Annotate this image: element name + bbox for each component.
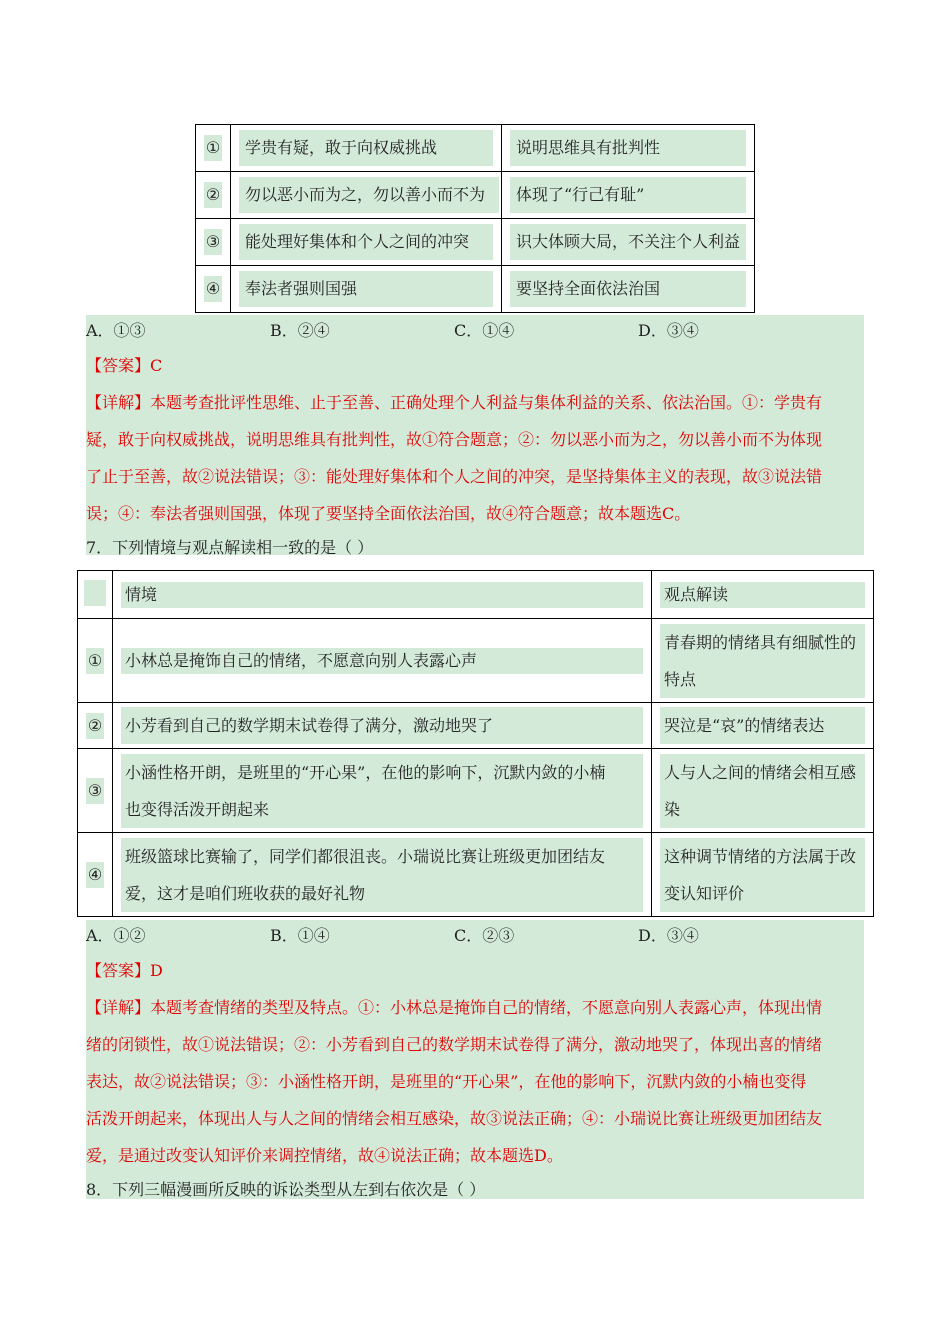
q7-detail-line: 【详解】本题考查情绪的类型及特点。①：小林总是掩饰自己的情绪，不愿意向别人表露心声，体现出情	[86, 998, 823, 1017]
row-situation: 小芳看到自己的数学期末试卷得了满分，激动地哭了	[121, 707, 643, 744]
q7-detail-line: 活泼开朗起来，体现出人与人之间的情绪会相互感染，故③说法正确；④：小瑞说比赛让班级更加团结友	[86, 1109, 823, 1128]
q6-table	[195, 124, 755, 313]
q7-detail-line: 表达，故②说法错误；③：小涵性格开朗，是班里的“开心果”，在他的影响下，沉默内敛的小楠也变得	[86, 1072, 807, 1091]
row-content: 勿以恶小而为之，勿以善小而不为	[239, 177, 499, 213]
option-b: B．②④	[270, 321, 330, 340]
q6-detail-line: 了止于至善，故②说法错误；③：能处理好集体和个人之间的冲突，是坚持集体主义的表现，故③说法错	[86, 467, 823, 486]
table-row	[196, 172, 755, 219]
table-row	[196, 219, 755, 266]
q7-stem: 7．下列情境与观点解读相一致的是（ ）	[86, 538, 374, 557]
q6-detail-line: 【详解】本题考查批评性思维、止于至善、正确处理个人利益与集体利益的关系、依法治国。①：学贵有	[86, 393, 823, 412]
option-a: A．①③	[86, 321, 146, 340]
q7-detail-line: 绪的闭锁性，故①说法错误；②：小芳看到自己的数学期末试卷得了满分，激动地哭了，体现出喜的情绪	[86, 1035, 823, 1054]
row-situation: 小涵性格开朗，是班里的“开心果”，在他的影响下，沉默内敛的小楠 也变得活泼开朗起来	[121, 754, 643, 828]
row-number: ②	[204, 182, 222, 208]
option-a: A．①②	[86, 926, 146, 945]
table-row	[196, 266, 755, 313]
option-b: B．①④	[270, 926, 330, 945]
row-number: ②	[86, 713, 104, 739]
q7-options	[86, 920, 864, 952]
row-content: 学贵有疑，敢于向权威挑战	[239, 130, 493, 166]
q6-answer-block	[86, 315, 864, 555]
q7-answer-block	[86, 920, 864, 1199]
q7-table	[77, 570, 874, 917]
option-c: C．①④	[454, 321, 515, 340]
option-c: C．②③	[454, 926, 515, 945]
option-d: D．③④	[638, 926, 699, 945]
table-row	[78, 619, 874, 703]
table-row	[78, 749, 874, 833]
table-row	[196, 125, 755, 172]
row-judgement: 说明思维具有批判性	[510, 130, 746, 166]
row-situation: 小林总是掩饰自己的情绪，不愿意向别人表露心声	[121, 648, 643, 674]
header-situation: 情境	[121, 582, 643, 608]
q6-detail-line: 误；④：奉法者强则国强，体现了要坚持全面依法治国，故④符合题意；故本题选C。	[86, 504, 691, 523]
row-judgement: 体现了“行己有耻”	[510, 177, 746, 213]
header-view: 观点解读	[660, 582, 865, 608]
table-row	[78, 833, 874, 917]
header-number	[84, 580, 106, 606]
row-view: 哭泣是“哀”的情绪表达	[660, 707, 865, 744]
row-content: 能处理好集体和个人之间的冲突	[239, 224, 493, 260]
q6-answer: 【答案】C	[86, 356, 163, 375]
row-number: ④	[86, 862, 104, 888]
row-number: ①	[204, 135, 222, 161]
q7-detail-line: 爱，是通过改变认知评价来调控情绪，故④说法正确；故本题选D。	[86, 1146, 563, 1165]
row-judgement: 识大体顾大局，不关注个人利益	[510, 224, 746, 260]
table-header-row	[78, 571, 874, 619]
row-number: ③	[86, 778, 104, 804]
row-number: ①	[86, 648, 104, 674]
row-content: 奉法者强则国强	[239, 271, 493, 307]
row-number: ④	[204, 276, 222, 302]
row-judgement: 要坚持全面依法治国	[510, 271, 746, 307]
table-row	[78, 703, 874, 749]
row-situation: 班级篮球比赛输了，同学们都很沮丧。小瑞说比赛让班级更加团结友 爱，这才是咱们班收获的最好礼物	[121, 838, 643, 912]
row-view: 青春期的情绪具有细腻性的 特点	[660, 624, 865, 698]
row-number: ③	[204, 229, 222, 255]
q6-options	[86, 315, 864, 347]
q7-answer: 【答案】D	[86, 961, 163, 980]
q8-stem: 8．下列三幅漫画所反映的诉讼类型从左到右依次是（ ）	[86, 1180, 486, 1199]
q6-detail-line: 疑，敢于向权威挑战，说明思维具有批判性，故①符合题意；②：勿以恶小而为之，勿以善小而不为体现	[86, 430, 823, 449]
row-view: 这种调节情绪的方法属于改 变认知评价	[660, 838, 865, 912]
row-view: 人与人之间的情绪会相互感 染	[660, 754, 865, 828]
option-d: D．③④	[638, 321, 699, 340]
